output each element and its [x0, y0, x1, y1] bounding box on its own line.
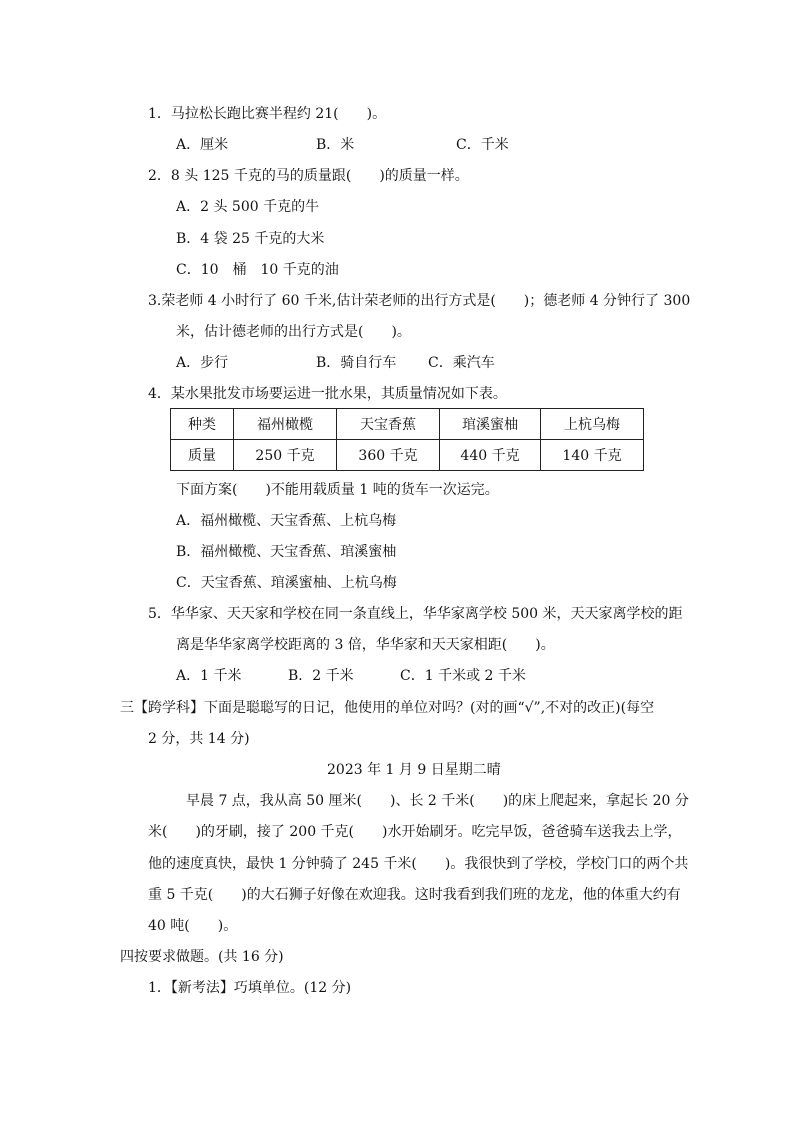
q3-option-c: C．乘汽车: [428, 355, 495, 371]
q1-option-a: A．厘米: [176, 137, 229, 153]
diary-date: 2023 年 1 月 9 日星期二晴: [327, 762, 501, 778]
table-cell: 360 千克: [337, 440, 440, 471]
diary-line: 早晨 7 点，我从高 50 厘米( )、长 2 千米( )的床上爬起来，拿起长 20 分: [186, 793, 689, 809]
q3-stem-line1: 3.荣老师 4 小时行了 60 千米,估计荣老师的出行方式是( )；德老师 4 分钟行了 300: [148, 293, 691, 309]
table-cell: 250 千克: [234, 440, 337, 471]
q3-option-b: B．骑自行车: [316, 355, 397, 371]
q1-option-c: C．千米: [456, 137, 509, 153]
table-cell: 天宝香蕉: [337, 409, 440, 440]
q4-option-a: A．福州橄榄、天宝香蕉、上杭乌梅: [176, 513, 397, 529]
q2-option-a: A．2 头 500 千克的牛: [176, 199, 320, 215]
diary-line: 他的速度真快，最快 1 分钟骑了 245 千米( )。我很快到了学校，学校门口的两个共: [148, 856, 689, 872]
q2-option-c: C．10 桶 10 千克的油: [176, 262, 339, 278]
q5-option-a: A．1 千米: [176, 668, 242, 684]
q3-option-a: A．步行: [176, 355, 229, 371]
table-cell: 种类: [171, 409, 234, 440]
q5-option-c: C．1 千米或 2 千米: [400, 668, 526, 684]
section3-heading-line2: 2 分，共 14 分): [148, 731, 250, 747]
q2-stem: 2．8 头 125 千克的马的质量跟( )的质量一样。: [148, 168, 469, 184]
q2-option-b: B．4 袋 25 千克的大米: [176, 231, 325, 247]
q5-option-b: B．2 千米: [288, 668, 354, 684]
table-cell: 质量: [171, 440, 234, 471]
q4-follow-text: 下面方案( )不能用载质量 1 吨的货车一次运完。: [176, 482, 499, 498]
section3-heading-line1: 三【跨学科】下面是聪聪写的日记，他使用的单位对吗？(对的画“√”,不对的改正)(每空: [120, 700, 655, 716]
q3-stem-line2: 米，估计德老师的出行方式是( )。: [176, 324, 411, 340]
diary-line: 米( )的牙刷，接了 200 千克( )水开始刷牙。吃完早饭，爸爸骑车送我去上学，: [148, 824, 682, 840]
table-cell: 上杭乌梅: [541, 409, 644, 440]
table-cell: 140 千克: [541, 440, 644, 471]
q1-stem: 1．马拉松长跑比赛半程约 21( )。: [148, 106, 387, 122]
table-cell: 琯溪蜜柚: [440, 409, 541, 440]
diary-line: 重 5 千克( )的大石狮子好像在欢迎我。这时我看到我们班的龙龙，他的体重大约有: [148, 887, 681, 903]
table-header-row: [171, 409, 644, 440]
q4-option-c: C．天宝香蕉、琯溪蜜柚、上杭乌梅: [176, 575, 397, 591]
table-cell: 440 千克: [440, 440, 541, 471]
diary-line: 40 吨( )。: [148, 918, 238, 934]
table-row: [171, 440, 644, 471]
q1-option-b: B．米: [316, 137, 355, 153]
table-cell: 福州橄榄: [234, 409, 337, 440]
section4-title: 四按要求做题。(共 16 分): [120, 949, 284, 965]
q5-stem-line1: 5．华华家、天天家和学校在同一条直线上，华华家离学校 500 米，天天家离学校的距: [148, 606, 683, 622]
q4-option-b: B．福州橄榄、天宝香蕉、琯溪蜜柚: [176, 544, 397, 560]
fruit-weight-table: [170, 408, 644, 471]
q4-stem: 4．某水果批发市场要运进一批水果，其质量情况如下表。: [148, 386, 507, 402]
section4-q1: 1．【新考法】巧填单位。(12 分): [148, 980, 352, 996]
q5-stem-line2: 离是华华家离学校距离的 3 倍，华华家和天天家相距( )。: [176, 637, 555, 653]
